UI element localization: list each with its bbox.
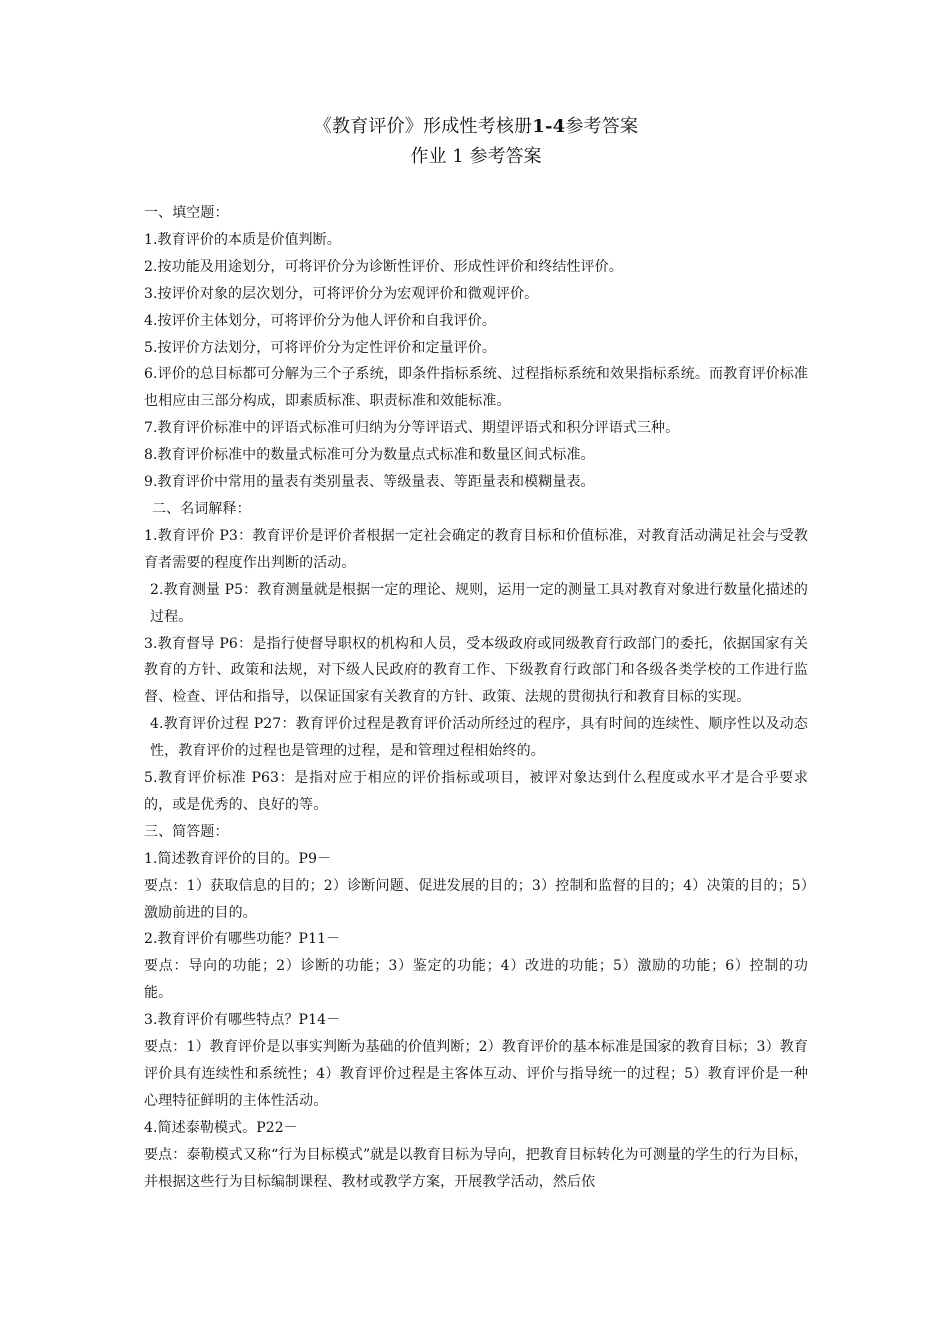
- answer-1: 要点：1）获取信息的目的；2）诊断问题、促进发展的目的；3）控制和监督的目的；4）决策的目的；5）激励前进的目的。: [144, 877, 808, 921]
- fill-item-2: 2.按功能及用途划分，可将评价分为诊断性评价、形成性评价和终结性评价。: [144, 258, 623, 275]
- answer-3: 要点：1）教育评价是以事实判断为基础的价值判断；2）教育评价的基本标准是国家的教育目标；3）教育评价具有连续性和系统性；4）教育评价过程是主客体互动、评价与指导统一的过程；5）教育评价是一种心理特征鲜明的主体性活动。: [144, 1039, 808, 1109]
- term-item-4: 4.教育评价过程 P27：教育评价过程是教育评价活动所经过的程序，具有时间的连续性、顺序性以及动态性，教育评价的过程也是管理的过程，是和管理过程相始终的。: [150, 716, 808, 760]
- term-item-3: 3.教育督导 P6：是指行使督导职权的机构和人员，受本级政府或同级教育行政部门的委托，依据国家有关教育的方针、政策和法规，对下级人民政府的教育工作、下级教育行政部门和各级各类学校的工作进行监督、检查、评估和指导，以保证国家有关教育的方针、政策、法规的贯彻执行和教育目标的实现。: [144, 635, 808, 706]
- answer-2: 要点：导向的功能；2）诊断的功能；3）鉴定的功能；4）改进的功能；5）激励的功能；6）控制的功能。: [144, 958, 808, 1002]
- section2-heading: 二、名词解释：: [152, 500, 251, 517]
- fill-item-6: 6.评价的总目标都可分解为三个子系统，即条件指标系统、过程指标系统和效果指标系统。而教育评价标准也相应由三部分构成，即素质标准、职责标准和效能标准。: [144, 366, 808, 410]
- fill-item-9: 9.教育评价中常用的量表有类别量表、等级量表、等距量表和模糊量表。: [144, 474, 595, 491]
- question-2: 2.教育评价有哪些功能？P11－: [144, 931, 341, 948]
- fill-item-3: 3.按评价对象的层次划分，可将评价分为宏观评价和微观评价。: [144, 285, 539, 302]
- section1-heading: 一、填空题：: [144, 205, 229, 221]
- document-title: [144, 112, 808, 142]
- term-item-5: 5.教育评价标准 P63：是指对应于相应的评价指标或项目，被评对象达到什么程度或水平才是合乎要求的，或是优秀的、良好的等。: [144, 770, 808, 813]
- fill-item-7: 7.教育评价标准中的评语式标准可归纳为分等评语式、期望评语式和积分评语式三种。: [144, 420, 680, 437]
- term-item-1: 1.教育评价 P3：教育评价是评价者根据一定社会确定的教育目标和价值标准，对教育活动满足社会与受教育者需要的程度作出判断的活动。: [144, 527, 808, 571]
- document-page: [144, 112, 808, 1196]
- title-pre: 《教育评价》形成性考核册: [313, 116, 533, 137]
- section3-heading: 三、简答题：: [144, 823, 229, 840]
- fill-item-4: 4.按评价主体划分，可将评价分为他人评价和自我评价。: [144, 312, 496, 329]
- title-bold: 1-4: [532, 116, 566, 137]
- fill-item-5: 5.按评价方法划分，可将评价分为定性评价和定量评价。: [144, 339, 496, 356]
- question-3: 3.教育评价有哪些特点？P14－: [144, 1012, 341, 1029]
- question-1: 1.简述教育评价的目的。P9－: [144, 850, 332, 867]
- document-body: [144, 200, 808, 1196]
- fill-item-8: 8.教育评价标准中的数量式标准可分为数量点式标准和数量区间式标准。: [144, 447, 595, 464]
- question-4: 4.简述泰勒模式。P22－: [144, 1119, 298, 1136]
- document-subtitle: 作业 1 参考答案: [410, 146, 542, 167]
- answer-4: 要点：泰勒模式又称“行为目标模式”就是以教育目标为导向，把教育目标转化为可测量的学生的行为目标，并根据这些行为目标编制课程、教材或教学方案，开展教学活动，然后依: [144, 1146, 808, 1190]
- title-post: 参考答案: [565, 116, 639, 137]
- term-item-2: 2.教育测量 P5：教育测量就是根据一定的理论、规则，运用一定的测量工具对教育对象进行数量化描述的过程。: [150, 581, 808, 625]
- fill-item-1: 1.教育评价的本质是价值判断。: [144, 231, 341, 248]
